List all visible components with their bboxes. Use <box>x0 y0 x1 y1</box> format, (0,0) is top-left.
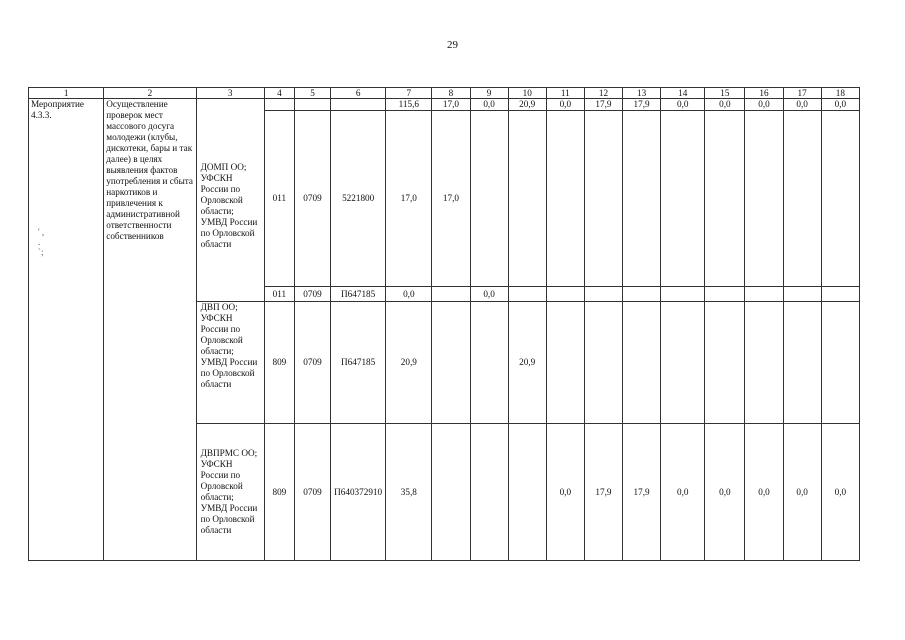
table-cell: 0,0 <box>546 99 584 111</box>
table-cell: 0,0 <box>821 99 859 111</box>
table-cell <box>623 302 661 424</box>
table-cell <box>745 287 783 302</box>
header-cell: 12 <box>584 88 622 99</box>
table-cell <box>584 302 622 424</box>
scan-marks: ' , . `; <box>38 227 45 257</box>
table-cell <box>783 287 821 302</box>
table-cell <box>821 302 859 424</box>
table-cell: 0,0 <box>705 424 745 561</box>
activity-description: Осуществление проверок мест массового досуга молодежи (клубы, дискотеки, бары и так далее) в целях выявления фактов употребления и сбыта наркотиков и привлечения к административной ответственности собственников <box>104 99 196 561</box>
header-cell: 9 <box>470 88 508 99</box>
table-cell: П640372910 <box>331 424 386 561</box>
table-cell <box>661 111 705 287</box>
table-cell: П647185 <box>331 302 386 424</box>
table-cell: 17,9 <box>623 424 661 561</box>
table-cell: 0,0 <box>783 424 821 561</box>
table-cell: 5221800 <box>331 111 386 287</box>
appropriations-table <box>28 87 860 561</box>
table-cell <box>432 287 470 302</box>
table-cell: 0,0 <box>386 287 432 302</box>
summary-row <box>29 99 860 111</box>
table-cell <box>745 111 783 287</box>
table-cell: 20,9 <box>508 99 546 111</box>
table-cell: 0709 <box>294 287 330 302</box>
table-cell: 17,9 <box>623 99 661 111</box>
header-row <box>29 88 860 99</box>
table-cell <box>661 287 705 302</box>
header-cell: 3 <box>196 88 264 99</box>
table-cell <box>783 111 821 287</box>
table-cell: 809 <box>264 302 294 424</box>
table-cell: 17,0 <box>386 111 432 287</box>
table-cell <box>470 111 508 287</box>
table-cell <box>432 302 470 424</box>
header-cell: 8 <box>432 88 470 99</box>
table-cell: 0,0 <box>470 99 508 111</box>
table-cell <box>661 302 705 424</box>
organization-cell: ДВП ОО; УФСКН России по Орловской области; УМВД России по Орловской области <box>196 302 264 424</box>
table-cell <box>196 99 264 111</box>
table-cell: 0709 <box>294 111 330 287</box>
header-cell: 16 <box>745 88 783 99</box>
table-cell: 17,0 <box>432 111 470 287</box>
table-cell <box>508 424 546 561</box>
header-cell: 18 <box>821 88 859 99</box>
table-cell: 0,0 <box>470 287 508 302</box>
table-cell <box>470 302 508 424</box>
table-cell: 0,0 <box>705 99 745 111</box>
table-cell: 17,9 <box>584 99 622 111</box>
header-cell: 1 <box>29 88 104 99</box>
activity-code: Мероприятие 4.3.3. <box>29 99 104 561</box>
organization-cell: ДОМП ОО; УФСКН России по Орловской области; УМВД России по Орловской области <box>196 111 264 302</box>
table-cell: П647185 <box>331 287 386 302</box>
table-cell <box>705 302 745 424</box>
table-cell: 0,0 <box>661 99 705 111</box>
table-cell <box>705 287 745 302</box>
table-cell <box>623 287 661 302</box>
table-cell: 809 <box>264 424 294 561</box>
table-cell: 115,6 <box>386 99 432 111</box>
table-cell <box>432 424 470 561</box>
table-cell <box>705 111 745 287</box>
header-cell: 7 <box>386 88 432 99</box>
table-cell: 20,9 <box>508 302 546 424</box>
table-cell <box>546 287 584 302</box>
table-cell <box>331 99 386 111</box>
header-cell: 11 <box>546 88 584 99</box>
header-cell: 4 <box>264 88 294 99</box>
table-cell: 0709 <box>294 424 330 561</box>
table-cell: 20,9 <box>386 302 432 424</box>
table-cell <box>508 287 546 302</box>
table-cell <box>546 302 584 424</box>
header-cell: 6 <box>331 88 386 99</box>
table-cell <box>783 302 821 424</box>
page-number: 29 <box>447 39 458 51</box>
table-cell <box>623 111 661 287</box>
table-cell: 0,0 <box>821 424 859 561</box>
table-cell <box>745 302 783 424</box>
header-cell: 13 <box>623 88 661 99</box>
header-cell: 2 <box>104 88 196 99</box>
table-cell: 0,0 <box>745 99 783 111</box>
table-cell <box>821 287 859 302</box>
table-cell: 0709 <box>294 302 330 424</box>
table-cell: 0,0 <box>546 424 584 561</box>
header-cell: 17 <box>783 88 821 99</box>
header-cell: 14 <box>661 88 705 99</box>
table-cell: 17,0 <box>432 99 470 111</box>
header-cell: 5 <box>294 88 330 99</box>
table-cell: 35,8 <box>386 424 432 561</box>
table-cell: 0,0 <box>783 99 821 111</box>
table-cell <box>584 111 622 287</box>
header-cell: 10 <box>508 88 546 99</box>
table-cell <box>546 111 584 287</box>
table-cell: 0,0 <box>661 424 705 561</box>
header-cell: 15 <box>705 88 745 99</box>
table-cell: 17,9 <box>584 424 622 561</box>
table-cell <box>821 111 859 287</box>
table-cell <box>470 424 508 561</box>
table-cell <box>508 111 546 287</box>
table-cell <box>584 287 622 302</box>
organization-cell: ДВПРМС ОО; УФСКН России по Орловской области; УМВД России по Орловской области <box>196 424 264 561</box>
table-cell: 011 <box>264 287 294 302</box>
table-cell: 0,0 <box>745 424 783 561</box>
table-cell <box>264 99 294 111</box>
table-cell <box>294 99 330 111</box>
table-cell: 011 <box>264 111 294 287</box>
